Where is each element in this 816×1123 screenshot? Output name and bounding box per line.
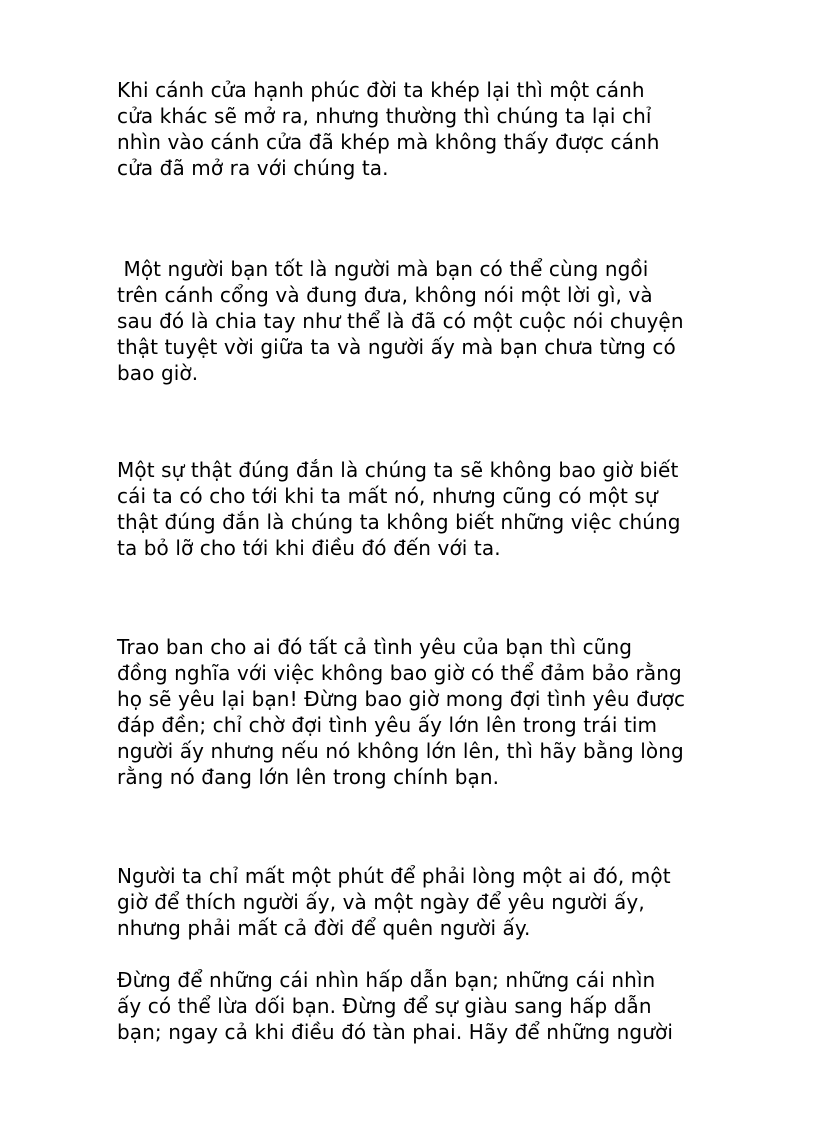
paragraph-1: Khi cánh cửa hạnh phúc đời ta khép lại thì một cánh cửa khác sẽ mở ra, nhưng thường thì chúng ta lại chỉ nhìn vào cánh cửa đã khép mà không thấy được cánh cửa đã mở ra với chúng ta.: [117, 78, 660, 180]
paragraph-2: Một người bạn tốt là người mà bạn có thể cùng ngồi trên cánh cổng và đung đưa, không nói một lời gì, và sau đó là chia tay như thể là đã có một cuộc nói chuyện thật tuyệt vời giữa ta và người ấy mà bạn chưa từng có bao giờ.: [117, 257, 684, 385]
paragraph-3: Một sự thật đúng đắn là chúng ta sẽ không bao giờ biết cái ta có cho tới khi ta mất nó, nhưng cũng có một sự thật đúng đắn là chúng ta không biết những việc chúng ta bỏ lỡ cho tới khi điều đó đến với ta.: [117, 458, 681, 560]
paragraph-6: Đừng để những cái nhìn hấp dẫn bạn; những cái nhìn ấy có thể lừa dối bạn. Đừng để sự giàu sang hấp dẫn bạn; ngay cả khi điều đó tàn phai. Hãy để những người: [117, 968, 673, 1044]
paragraph-4: Trao ban cho ai đó tất cả tình yêu của bạn thì cũng đồng nghĩa với việc không bao giờ có thể đảm bảo rằng họ sẽ yêu lại bạn! Đừng bao giờ mong đợi tình yêu được đáp đền; chỉ chờ đợi tình yêu ấy lớn lên trong trái tim người ấy nhưng nếu nó không lớn lên, thì hãy bằng lòng rằng nó đang lớn lên trong chính bạn.: [117, 635, 686, 789]
paragraph-5: Người ta chỉ mất một phút để phải lòng một ai đó, một giờ để thích người ấy, và một ngày để yêu người ấy, nhưng phải mất cả đời để quên người ấy.: [117, 864, 671, 940]
